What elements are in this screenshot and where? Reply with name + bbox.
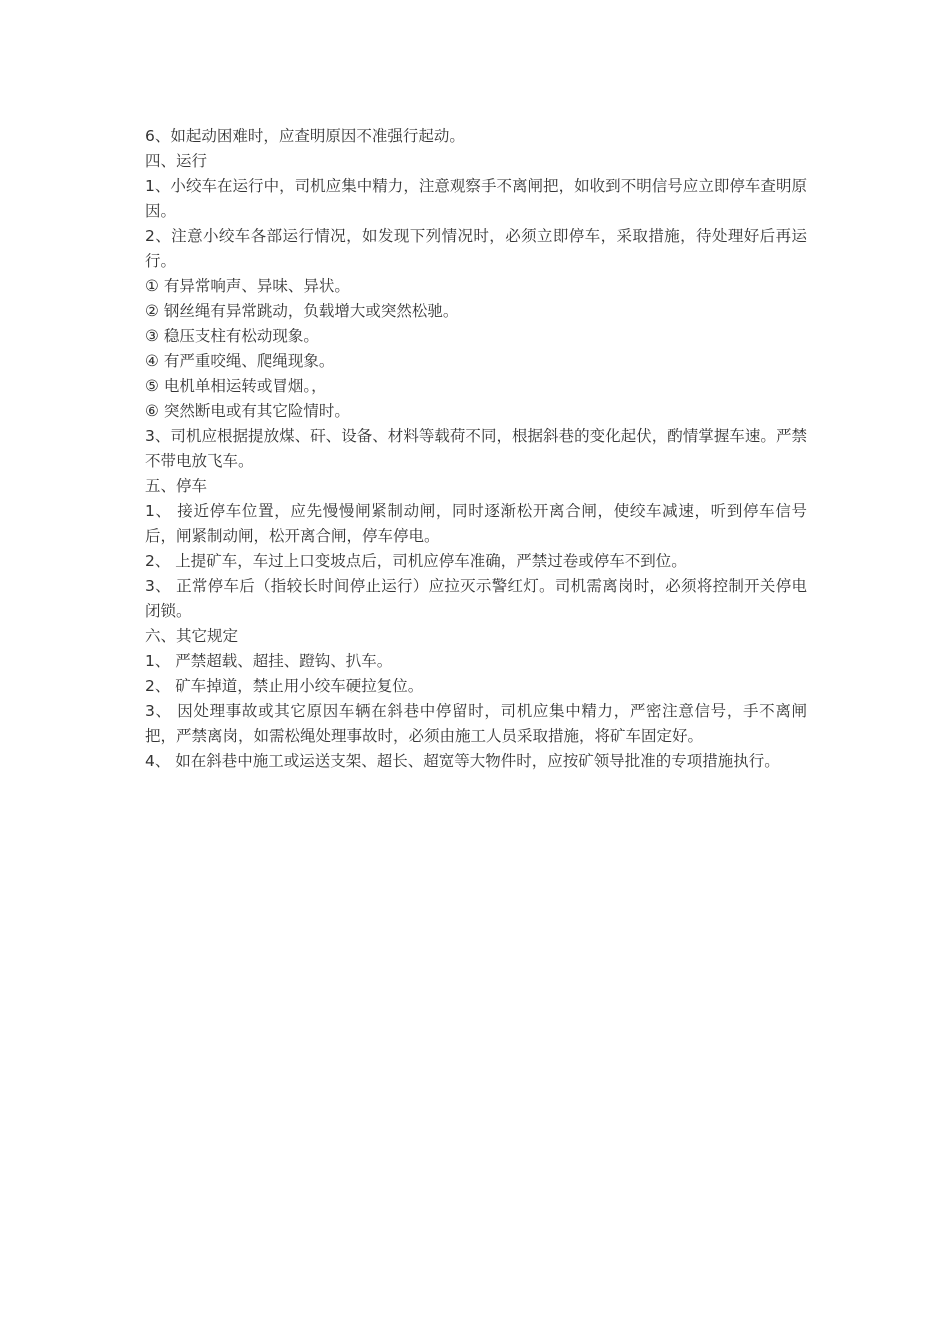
paragraph-operation-1: 1、小绞车在运行中，司机应集中精力，注意观察手不离闸把，如收到不明信号应立即停车查明原因。 [145,177,807,220]
paragraph-rules-2: 2、 矿车掉道，禁止用小绞车硬拉复位。 [145,677,424,695]
paragraph-rules-4: 4、 如在斜巷中施工或运送支架、超长、超宽等大物件时，应按矿领导批准的专项措施执行。 [145,752,780,770]
document-body [145,124,807,774]
paragraph-stopping-3: 3、 正常停车后（指较长时间停止运行）应拉灭示警红灯。司机需离岗时，必须将控制开关停电闭锁。 [145,577,807,620]
paragraph-operation-2: 2、注意小绞车各部运行情况，如发现下列情况时，必须立即停车，采取措施，待处理好后再运行。 [145,227,807,270]
list-item-prop-loose: ③ 稳压支柱有松动现象。 [145,327,319,345]
list-item-motor-smoke: ⑤ 电机单相运转或冒烟。， [145,377,327,395]
paragraph-operation-3: 3、司机应根据提放煤、矸、设备、材料等载荷不同，根据斜巷的变化起伏，酌情掌握车速。严禁不带电放飞车。 [145,427,807,470]
list-item-power-failure: ⑥ 突然断电或有其它险情时。 [145,402,350,420]
section-heading-operation: 四、运行 [145,152,208,170]
list-item-rope-jump: ② 钢丝绳有异常跳动，负载增大或突然松驰。 [145,302,459,320]
list-item-rope-bite: ④ 有严重咬绳、爬绳现象。 [145,352,335,370]
section-heading-other-rules: 六、其它规定 [145,627,239,645]
paragraph-stopping-2: 2、 上提矿车，车过上口变坡点后，司机应停车准确，严禁过卷或停车不到位。 [145,552,687,570]
paragraph-rules-3: 3、 因处理事故或其它原因车辆在斜巷中停留时，司机应集中精力，严密注意信号，手不离闸把，严禁离岗，如需松绳处理事故时，必须由施工人员采取措施，将矿车固定好。 [145,702,807,745]
paragraph-rules-1: 1、 严禁超载、超挂、蹬钩、扒车。 [145,652,393,670]
paragraph-stopping-1: 1、 接近停车位置，应先慢慢闸紧制动闸，同时逐渐松开离合闸，使绞车减速，听到停车信号后，闸紧制动闸，松开离合闸，停车停电。 [145,502,807,545]
section-heading-stopping: 五、停车 [145,477,208,495]
paragraph-start-difficulty: 6、如起动困难时，应查明原因不准强行起动。 [145,127,465,145]
list-item-abnormal-noise: ① 有异常响声、异味、异状。 [145,277,350,295]
